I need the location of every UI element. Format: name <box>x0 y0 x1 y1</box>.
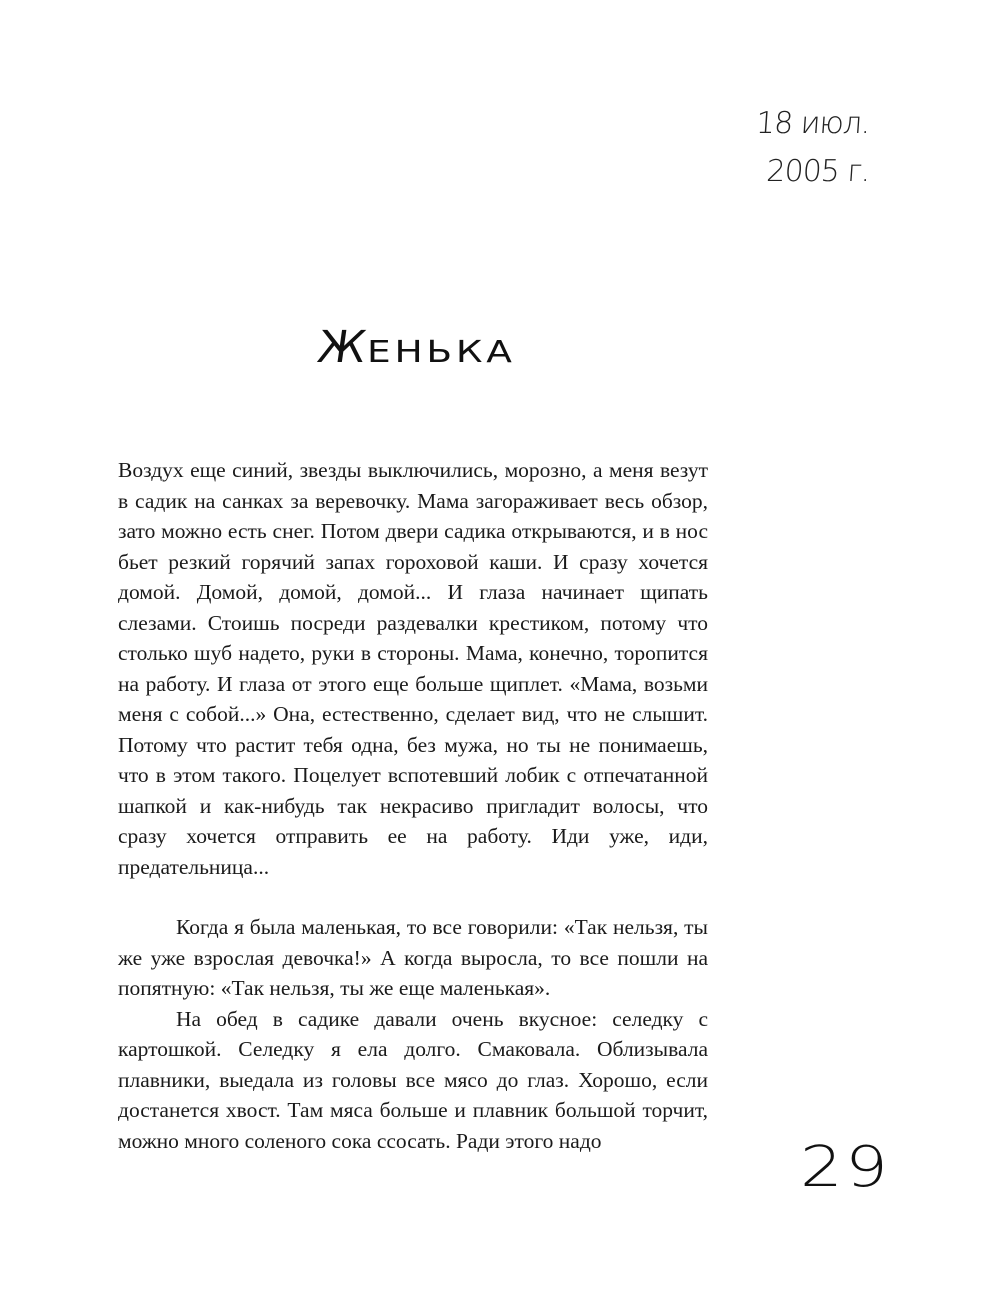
chapter-title <box>314 322 517 373</box>
entry-date-year: 2005 г. <box>765 154 872 189</box>
chapter-title-initial: Ж <box>314 322 369 373</box>
page-number: 29 <box>800 1135 891 1200</box>
entry-date-day: 18 июл. <box>755 106 872 141</box>
paragraph: Когда я была маленькая, то все говорили: «Так нельзя, ты же уже взрослая девочка!» А когда выросла, то все пошли на попятную: «Так нельзя, ты же еще маленькая». <box>118 915 708 1000</box>
entry-date <box>756 100 870 196</box>
paragraph: На обед в садике давали очень вкусное: селедку с картошкой. Селедку я ела долго. Смаковала. Облизывала плавники, выедала из головы все мясо до глаз. Хорошо, если достанется хвост. Там мяса больше и плавник большой торчит, можно много соленого сока ссосать. Ради этого надо <box>118 1006 708 1153</box>
paragraph: Воздух еще синий, звезды выключились, морозно, а меня везут в садик на санках за веревочку. Мама загораживает весь обзор, зато можно есть снег. Потом двери садика открываются, и в нос бьет резкий горячий запах гороховой каши. И сразу хочется домой. Домой, домой, домой... И глаза начинает щипать слезами. Стоишь посреди раздевалки крестиком, потому что столько шуб надето, руки в стороны. Мама, конечно, торопится на работу. И глаза от этого еще больше щиплет. «Мама, возьми меня с собой...» Она, естественно, сделает вид, что не слышит. Потому что растит тебя одна, без мужа, но ты не понимаешь, что в этом такого. Поцелует вспотевший лобик с отпечатанной шапкой и как-нибудь так некрасиво пригладит волосы, что сразу хочется отправить ее на работу. Иди уже, иди, предательница... <box>118 458 708 879</box>
chapter-title-rest: ЕНЬКА <box>367 335 517 370</box>
chapter-body <box>118 455 708 1156</box>
